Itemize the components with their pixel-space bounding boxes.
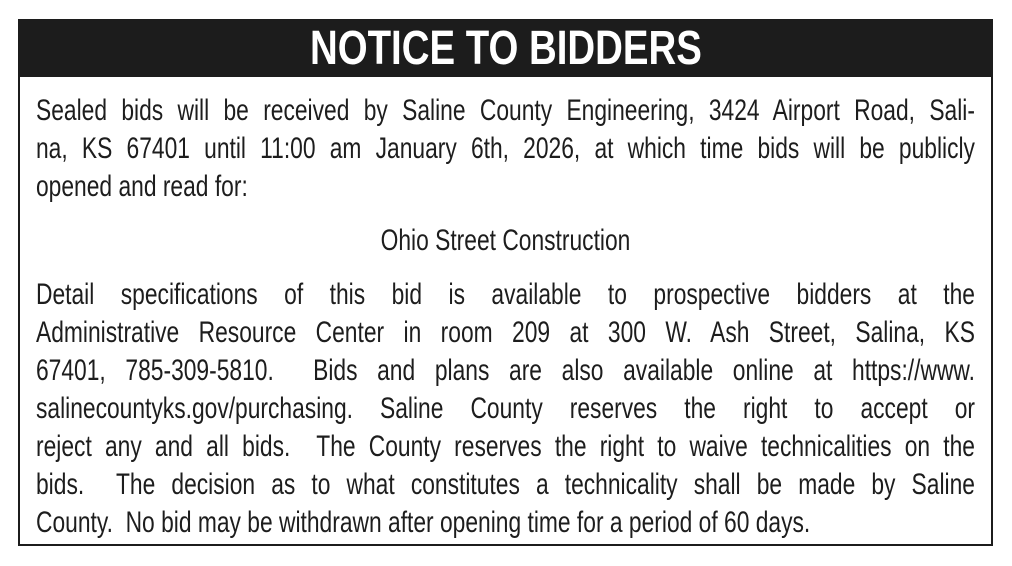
text-line: Sealed bids will be received by Saline County Engineering, 3424 Airport Road, Sali- — [36, 94, 975, 127]
text-line: na, KS 67401 until 11:00 am January 6th, 2026, at which time bids will be publicly — [36, 132, 975, 165]
project-name-heading: Ohio Street Construction — [380, 224, 631, 257]
details-paragraph — [36, 276, 975, 542]
text-line: reject any and all bids. The County reserves the right to waive technicalities on the — [36, 430, 975, 463]
notice-body — [20, 77, 991, 542]
notice-box — [18, 19, 993, 546]
text-line: Administrative Resource Center in room 209 at 300 W. Ash Street, Salina, KS — [36, 316, 975, 349]
text-line: bids. The decision as to what constitutes a technicality shall be made by Saline — [36, 468, 975, 501]
text-line: salinecountyks.gov/purchasing. Saline County reserves the right to accept or — [36, 392, 975, 425]
text-line: Detail specifications of this bid is available to prospective bidders at the — [36, 278, 975, 311]
notice-text-block — [36, 92, 975, 542]
text-line: County. No bid may be withdrawn after opening time for a period of 60 days. — [36, 506, 811, 539]
notice-title: NOTICE TO BIDDERS — [309, 22, 702, 75]
notice-header-bar — [20, 21, 991, 77]
text-line: 67401, 785-309-5810. Bids and plans are also available online at https://www. — [36, 354, 975, 387]
intro-paragraph — [36, 92, 975, 206]
text-line: opened and read for: — [36, 170, 248, 203]
